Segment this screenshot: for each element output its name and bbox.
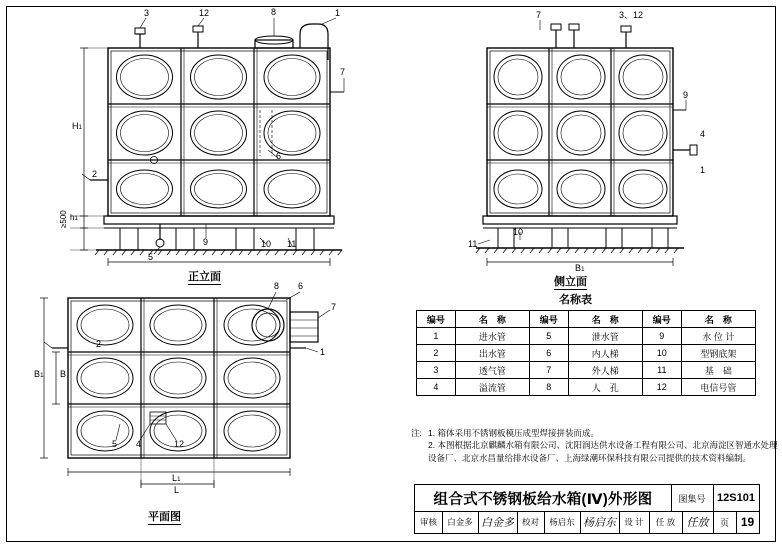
th-name-2: 名 称 (568, 311, 642, 328)
title-block (414, 484, 760, 534)
side-leader-7: 7 (536, 10, 542, 20)
front-dim-base: ≥500 (59, 210, 68, 228)
table-row (417, 362, 756, 379)
cell: 7 (529, 362, 568, 379)
front-dim-h2: h1 (70, 213, 78, 222)
th-no-3: 编号 (642, 311, 681, 328)
cell: 12 (642, 379, 681, 396)
page-number: 19 (740, 515, 755, 529)
cell: 内人梯 (568, 345, 642, 362)
cell: 溢流管 (455, 379, 529, 396)
side-leader-9: 9 (683, 90, 689, 100)
notes-block (411, 427, 780, 464)
front-leader-3: 3 (144, 8, 150, 18)
front-leader-9: 9 (203, 237, 209, 247)
front-leader-5: 5 (148, 252, 154, 262)
name-table-title: 名称表 (559, 294, 592, 306)
cell: 人 孔 (568, 379, 642, 396)
table-row (417, 345, 756, 362)
front-leader-7: 7 (340, 67, 346, 77)
plan-view-caption: 平面图 (148, 511, 181, 523)
cell: 外人梯 (568, 362, 642, 379)
cell: 进水管 (455, 328, 529, 345)
table-header-row (417, 311, 756, 328)
plan-dim-b: B (60, 369, 67, 379)
cell: 5 (529, 328, 568, 345)
th-no-2: 编号 (529, 311, 568, 328)
front-leader-2: 2 (92, 169, 98, 179)
front-leader-1: 1 (335, 8, 341, 18)
reviewer-name: 白金多 (442, 511, 479, 533)
plan-leader-12: 12 (174, 439, 185, 449)
plan-leader-8: 8 (274, 281, 280, 291)
plan-dim-l: L (174, 485, 180, 495)
front-dim-h1: H1 (72, 121, 83, 131)
cell: 型钢底架 (681, 345, 755, 362)
cell: 泄水管 (568, 328, 642, 345)
designer-name: 任 放 (649, 511, 683, 533)
front-leader-12: 12 (199, 8, 210, 18)
reviewer-label: 审核 (415, 511, 443, 533)
side-view-caption: 侧立面 (554, 276, 587, 288)
cell: 透气管 (455, 362, 529, 379)
plan-dim-b1: B1 (34, 369, 44, 379)
front-leader-6: 6 (276, 151, 282, 161)
cell: 10 (642, 345, 681, 362)
cell: 基 础 (681, 362, 755, 379)
plan-leader-2: 2 (96, 339, 102, 349)
side-dim-b1: B1 (575, 263, 585, 273)
note-item-2: 2. 本图根据北京麒麟水箱有限公司、沈阳润达供水设备工程有限公司、北京海淀区智通水处理设备厂、北京水昌量给排水设备厂、上海绿潮环保科技有限公司提供的技术资料编制。 (428, 440, 778, 463)
cell: 水 位 计 (681, 328, 755, 345)
plan-dim-l1: L1 (172, 473, 181, 483)
cell: 8 (529, 379, 568, 396)
side-leader-10: 10 (513, 227, 524, 237)
cell: 出水管 (455, 345, 529, 362)
checker-name: 杨启东 (544, 511, 581, 533)
side-leader-11: 11 (468, 239, 478, 249)
cell: 9 (642, 328, 681, 345)
cell: 4 (417, 379, 456, 396)
plan-leader-5: 5 (112, 439, 118, 449)
atlas-code: 12S101 (713, 485, 759, 512)
note-item-1: 1. 箱体采用不锈钢板模压成型焊接拼装而成。 (428, 428, 599, 438)
th-name-1: 名 称 (455, 311, 529, 328)
checker-label: 校对 (517, 511, 545, 533)
reviewer-signature: 白金多 (478, 511, 518, 533)
plan-leader-4: 4 (136, 439, 142, 449)
checker-signature: 杨启东 (580, 511, 620, 533)
drawing-title: 组合式不锈钢板给水箱(Ⅳ)外形图 (415, 485, 672, 512)
notes-label: 注: (411, 428, 422, 438)
page-label: 页 (713, 511, 737, 533)
atlas-label: 图集号 (671, 485, 714, 512)
front-leader-11: 11 (287, 239, 297, 249)
name-table (416, 310, 756, 396)
side-leader-3-12: 3、12 (619, 10, 644, 20)
cell: 6 (529, 345, 568, 362)
cell: 3 (417, 362, 456, 379)
th-no-1: 编号 (417, 311, 456, 328)
cell: 1 (417, 328, 456, 345)
plan-leader-6: 6 (298, 281, 304, 291)
cell: 11 (642, 362, 681, 379)
cell: 2 (417, 345, 456, 362)
designer-signature: 任放 (682, 511, 714, 533)
cell: 电信号管 (681, 379, 755, 396)
side-leader-1: 1 (700, 165, 706, 175)
plan-leader-1: 1 (320, 347, 326, 357)
designer-label: 设 计 (619, 511, 650, 533)
front-leader-10: 10 (261, 239, 272, 249)
side-leader-4: 4 (700, 129, 706, 139)
front-view-caption: 正立面 (188, 271, 221, 283)
th-name-3: 名 称 (681, 311, 755, 328)
table-row (417, 379, 756, 396)
table-row (417, 328, 756, 345)
plan-leader-7: 7 (331, 302, 337, 312)
front-leader-8: 8 (271, 7, 277, 17)
